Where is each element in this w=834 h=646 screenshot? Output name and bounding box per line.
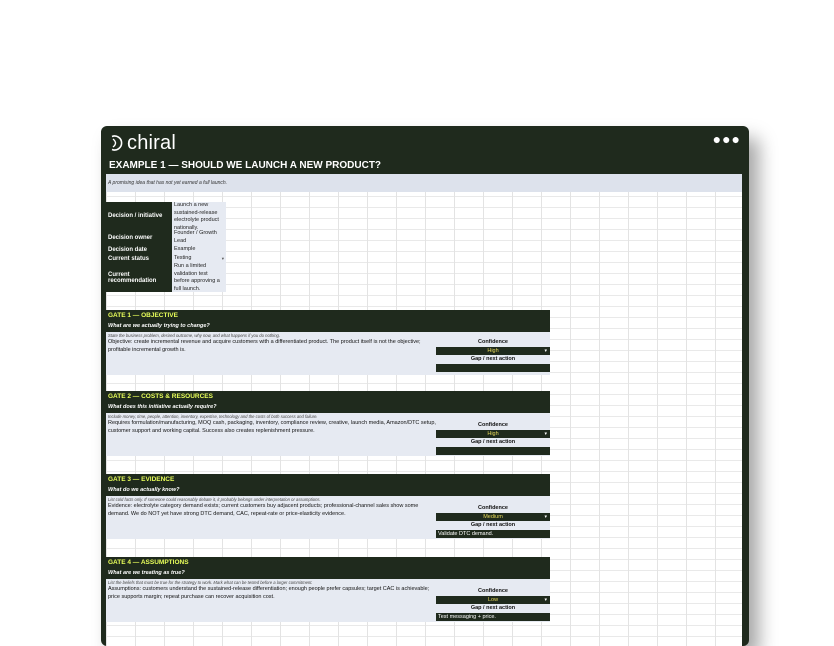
field-value-date[interactable]: Example: [172, 246, 226, 254]
gate-2-title: GATE 2 — COSTS & RESOURCES: [106, 391, 550, 402]
gate-3-body: [106, 496, 550, 539]
gate-3-hint: List cold facts only. If someone could reasonably debate it, it probably belongs under interpretation or assumptions.: [108, 497, 321, 502]
gate-4-question: What are we treating as true?: [106, 568, 550, 579]
gate-2-body: [106, 413, 550, 456]
gate-4-confidence-label: Confidence: [478, 588, 508, 594]
status-value: Testing: [174, 254, 192, 261]
gate-3-gap-label: Gap / next action: [470, 522, 516, 528]
gate-3-text[interactable]: Evidence: electrolyte category demand exists; current customers buy adjacent products; professional-channel sales show some demand. We do NOT yet have strong DTC demand, CAC, repeat-rate or price-elasticity evidence.: [108, 503, 419, 517]
field-label-status: Current status: [106, 254, 172, 263]
gate-2-confidence-select[interactable]: [436, 430, 550, 438]
gate-1-text[interactable]: Objective: create incremental revenue and acquire customers with a differentiated product. The product itself is not the objective; profitable incremental growth is.: [108, 339, 421, 353]
gate-4-gap-field[interactable]: Test messaging + price.: [436, 613, 550, 621]
field-label-decision: Decision / initiative: [106, 202, 172, 230]
gate-3-gap-field[interactable]: Validate DTC demand.: [436, 530, 550, 538]
gate-4-title: GATE 4 — ASSUMPTIONS: [106, 557, 550, 568]
chevron-down-icon[interactable]: ▾: [544, 348, 547, 354]
gate-3-title: GATE 3 — EVIDENCE: [106, 474, 550, 485]
gate-2-confidence-value: High: [487, 431, 499, 437]
gate-2-confidence-label: Confidence: [478, 422, 508, 428]
chevron-down-icon[interactable]: ▾: [544, 597, 547, 603]
field-label-recommendation: Current recommendation: [106, 263, 172, 292]
gate-3-confidence-select[interactable]: [436, 513, 550, 521]
gate-3-confidence-label: Confidence: [478, 505, 508, 511]
gate-1-gap-label: Gap / next action: [470, 356, 516, 362]
gate-3-confidence-value: Medium: [483, 514, 503, 520]
gate-4-text[interactable]: Assumptions: customers understand the sustained-release differentiation; enough people prefer capsules; target CAC is achievable; price supports margin; repeat purchase can recover acquisition cost.: [108, 586, 430, 600]
gate-1-question: What are we actually trying to change?: [106, 321, 550, 332]
field-label-owner: Decision owner: [106, 230, 172, 246]
gate-4-confidence-value: Low: [487, 597, 499, 603]
gate-2-gap-field[interactable]: [436, 447, 550, 455]
gate-1-confidence-select[interactable]: [436, 347, 550, 355]
gate-4-hint: List the beliefs that must be true for the strategy to work. Mark what can be tested before a larger commitment.: [108, 580, 313, 585]
gate-1-confidence-value: High: [487, 348, 499, 354]
field-value-decision[interactable]: Launch a new sustained-release electrolyte product nationally.: [172, 202, 226, 230]
sheet-title: EXAMPLE 1 — SHOULD WE LAUNCH A NEW PRODUCT?: [109, 160, 382, 171]
gate-1-title: GATE 1 — OBJECTIVE: [106, 310, 550, 321]
logo: [109, 133, 176, 153]
spreadsheet-grid[interactable]: [106, 174, 742, 646]
ellipsis-icon[interactable]: ●●●: [712, 131, 741, 147]
gate-2-hint: Include money, time, people, attention, inventory, expertise, technology and the costs of both success and failure.: [108, 414, 318, 419]
gate-1-body: [106, 332, 550, 375]
field-value-recommendation[interactable]: Run a limited validation test before approving a full launch.: [172, 263, 226, 292]
gate-2-gap-label: Gap / next action: [470, 439, 516, 445]
gate-4-body: [106, 579, 550, 622]
chevron-down-icon[interactable]: ▾: [544, 431, 547, 437]
intro-text: A promising idea that has not yet earned a full launch.: [108, 180, 228, 186]
gate-4-confidence-select[interactable]: [436, 596, 550, 604]
gate-2-question: What does this initiative actually require?: [106, 402, 550, 413]
status-select[interactable]: [172, 254, 226, 263]
gate-2-text[interactable]: Requires formulation/manufacturing, MOQ cash, packaging, inventory, compliance review, creative, launch media, Amazon/DTC setup, customer support and working capital. Success also creates replenishment pressure.: [108, 420, 436, 434]
app-window: [101, 126, 749, 646]
gate-4-gap-label: Gap / next action: [470, 605, 516, 611]
gate-1-hint: State the business problem, desired outcome, why now, and what happens if you do nothing.: [108, 333, 281, 338]
intro-row: [106, 174, 742, 192]
field-value-owner[interactable]: Founder / Growth Lead: [172, 230, 226, 246]
gate-1-confidence-label: Confidence: [478, 339, 508, 345]
field-label-date: Decision date: [106, 246, 172, 254]
chiral-logo-icon: [109, 134, 125, 152]
chevron-down-icon[interactable]: ▾: [221, 255, 224, 261]
chevron-down-icon[interactable]: ▾: [544, 514, 547, 520]
gate-3-question: What do we actually know?: [106, 485, 550, 496]
gate-1-gap-field[interactable]: [436, 364, 550, 372]
logo-text: chiral: [127, 132, 176, 154]
